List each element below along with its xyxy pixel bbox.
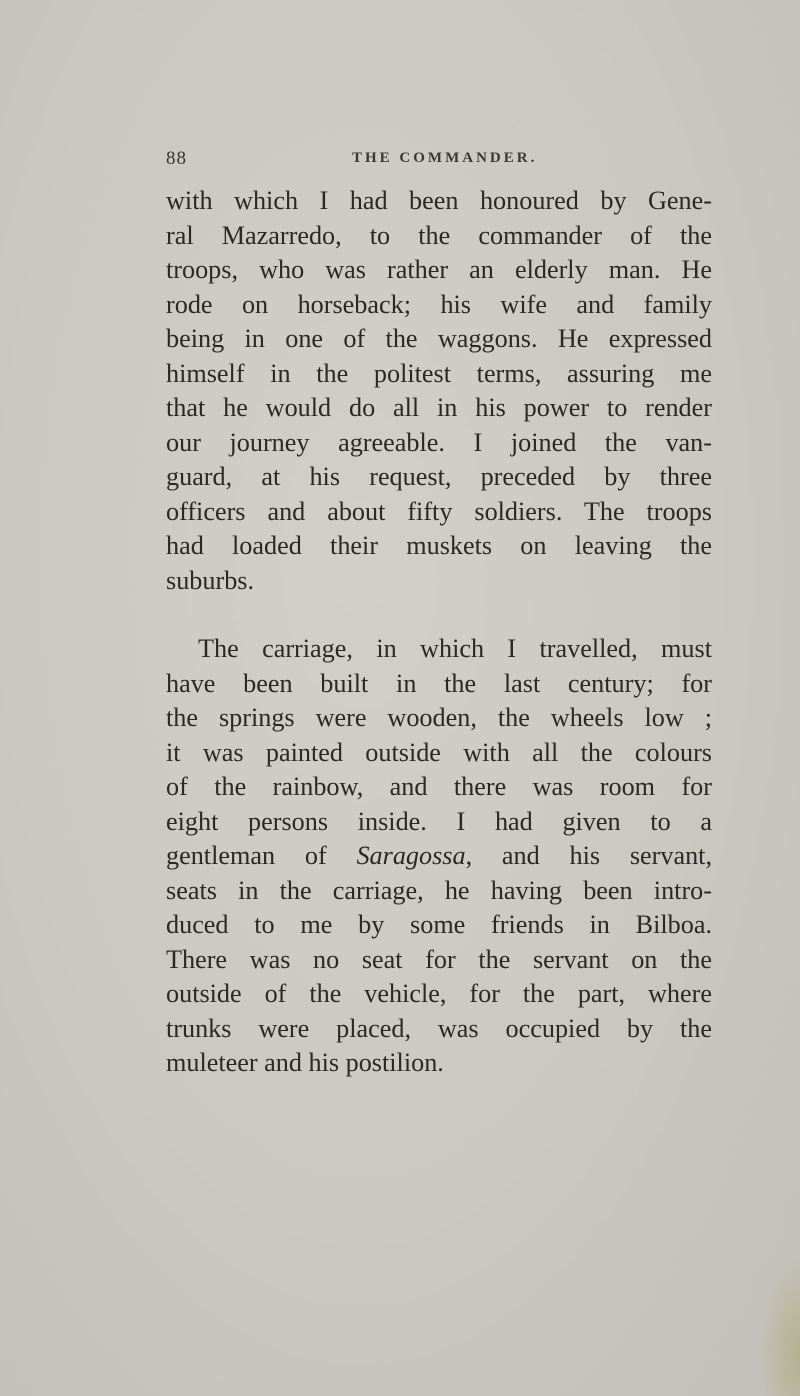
- text-line: outside of the vehicle, for the part, where: [166, 979, 712, 1008]
- text-line: The carriage, in which I travelled, must: [198, 634, 712, 663]
- text-segment: , and his servant,: [465, 841, 712, 870]
- paragraph-2: [166, 632, 712, 1081]
- paper-stain: [760, 1256, 800, 1396]
- running-head: THE COMMANDER.: [352, 150, 538, 166]
- text-line: that he would do all in his power to render: [166, 393, 712, 422]
- text-line: officers and about fifty soldiers. The troops: [166, 496, 712, 526]
- text-line: muleteer and his postilion.: [166, 1048, 444, 1077]
- text-line: [166, 839, 712, 874]
- text-line: eight persons inside. I had given to a: [166, 806, 712, 836]
- paragraph-spacer: [166, 598, 712, 632]
- text-line: troops, who was rather an elderly man. He: [166, 255, 712, 284]
- text-line: rode on horseback; his wife and family: [166, 289, 712, 319]
- text-line: it was painted outside with all the colours: [166, 737, 712, 767]
- text-segment: gentleman of: [166, 841, 357, 870]
- text-line: have been built in the last century; for: [166, 668, 712, 698]
- text-line: duced to me by some friends in Bilboa.: [166, 910, 712, 939]
- text-line: our journey agreeable. I joined the van-: [166, 427, 712, 457]
- text-line: with which I had been honoured by Gene-: [166, 186, 712, 215]
- text-line: had loaded their muskets on leaving the: [166, 531, 712, 560]
- paragraph-1: [166, 184, 712, 598]
- body-text: [166, 184, 712, 1081]
- text-line: suburbs.: [166, 565, 255, 595]
- text-line: of the rainbow, and there was room for: [166, 772, 712, 801]
- text-line: seats in the carriage, he having been intro-: [166, 875, 712, 905]
- text-line: being in one of the waggons. He expressed: [166, 324, 712, 353]
- text-line: ral Mazarredo, to the commander of the: [166, 220, 712, 250]
- page-number: 88: [166, 148, 187, 169]
- page-header: [166, 148, 706, 178]
- text-line: guard, at his request, preceded by three: [166, 462, 712, 491]
- text-line: the springs were wooden, the wheels low ;: [166, 703, 712, 732]
- italic-place-name: Saragossa: [356, 841, 466, 870]
- text-line: himself in the politest terms, assuring me: [166, 358, 712, 388]
- text-line: trunks were placed, was occupied by the: [166, 1013, 712, 1043]
- text-line: There was no seat for the servant on the: [166, 944, 712, 974]
